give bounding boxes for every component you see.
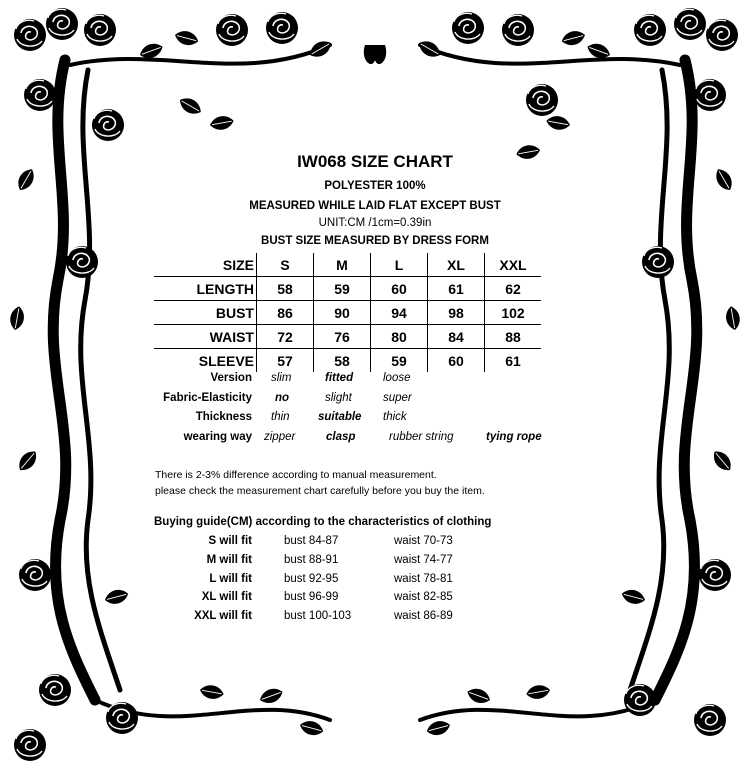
guide-size: XL will fit — [201, 591, 252, 603]
attribute-option: thin — [271, 411, 290, 423]
table-row — [154, 301, 541, 325]
row-label: BUST — [154, 301, 257, 325]
guide-size: M will fit — [206, 554, 252, 566]
buying-guide-heading: Buying guide(CM) according to the characteristics of clothing — [154, 516, 492, 528]
table-header-cell: XL — [428, 253, 485, 277]
attribute-option: thick — [383, 411, 407, 423]
table-cell: 80 — [371, 325, 428, 349]
table-cell: 90 — [314, 301, 371, 325]
table-cell: 60 — [371, 277, 428, 301]
table-cell: 88 — [485, 325, 542, 349]
table-cell: 61 — [485, 349, 542, 373]
guide-bust: bust 84-87 — [284, 535, 339, 547]
guide-bust: bust 92-95 — [284, 573, 339, 585]
measure-note: MEASURED WHILE LAID FLAT EXCEPT BUST — [249, 200, 501, 212]
size-table — [154, 253, 541, 372]
guide-waist: waist 82-85 — [394, 591, 453, 603]
guide-size: XXL will fit — [194, 610, 252, 622]
table-cell: 61 — [428, 277, 485, 301]
table-cell: 58 — [257, 277, 314, 301]
row-label: LENGTH — [154, 277, 257, 301]
attribute-option-selected: suitable — [318, 411, 362, 423]
attribute-label-elasticity: Fabric-Elasticity — [163, 392, 252, 404]
table-header-cell: M — [314, 253, 371, 277]
table-cell: 84 — [428, 325, 485, 349]
disclaimer-line: please check the measurement chart carefully before you buy the item. — [155, 485, 485, 497]
table-row — [154, 277, 541, 301]
table-row — [154, 349, 541, 373]
table-cell: 76 — [314, 325, 371, 349]
row-label: SLEEVE — [154, 349, 257, 373]
table-cell: 59 — [314, 277, 371, 301]
table-cell: 72 — [257, 325, 314, 349]
guide-size: S will fit — [208, 535, 252, 547]
attribute-option-selected: tying rope — [486, 431, 542, 443]
attribute-option-selected: clasp — [326, 431, 356, 443]
guide-bust: bust 96-99 — [284, 591, 339, 603]
material-note: POLYESTER 100% — [324, 180, 426, 192]
table-header-cell: L — [371, 253, 428, 277]
table-header-cell: S — [257, 253, 314, 277]
page-title: IW068 SIZE CHART — [297, 152, 453, 171]
guide-bust: bust 100-103 — [284, 610, 352, 622]
table-cell: 57 — [257, 349, 314, 373]
attribute-option: slim — [271, 372, 292, 384]
table-cell: 102 — [485, 301, 542, 325]
attribute-label-thickness: Thickness — [195, 411, 252, 423]
table-cell: 86 — [257, 301, 314, 325]
table-header-cell: SIZE — [222, 256, 254, 273]
table-cell: 98 — [428, 301, 485, 325]
guide-size: L will fit — [209, 573, 252, 585]
table-cell: 59 — [371, 349, 428, 373]
table-cell: 58 — [314, 349, 371, 373]
unit-note: UNIT:CM /1cm=0.39in — [318, 217, 432, 229]
disclaimer-line: There is 2-3% difference according to manual measurement. — [155, 469, 437, 481]
guide-waist: waist 70-73 — [394, 535, 453, 547]
attribute-label-wearing-way: wearing way — [183, 431, 252, 443]
guide-waist: waist 86-89 — [394, 610, 453, 622]
attribute-label-version: Version — [210, 372, 252, 384]
row-label: WAIST — [154, 325, 257, 349]
attribute-option-selected: fitted — [325, 372, 354, 384]
guide-waist: waist 78-81 — [394, 573, 453, 585]
attribute-option: slight — [325, 392, 352, 404]
table-cell: 94 — [371, 301, 428, 325]
attribute-option: rubber string — [389, 431, 454, 443]
table-header-cell: XXL — [485, 253, 542, 277]
attribute-option: loose — [383, 372, 411, 384]
bust-note: BUST SIZE MEASURED BY DRESS FORM — [261, 235, 489, 247]
attribute-option-selected: no — [275, 392, 290, 404]
table-cell: 62 — [485, 277, 542, 301]
table-header-row — [154, 253, 541, 277]
table-cell: 60 — [428, 349, 485, 373]
guide-bust: bust 88-91 — [284, 554, 339, 566]
table-row — [154, 325, 541, 349]
attribute-option: super — [383, 392, 412, 404]
guide-waist: waist 74-77 — [394, 554, 453, 566]
attribute-option: zipper — [264, 431, 296, 443]
